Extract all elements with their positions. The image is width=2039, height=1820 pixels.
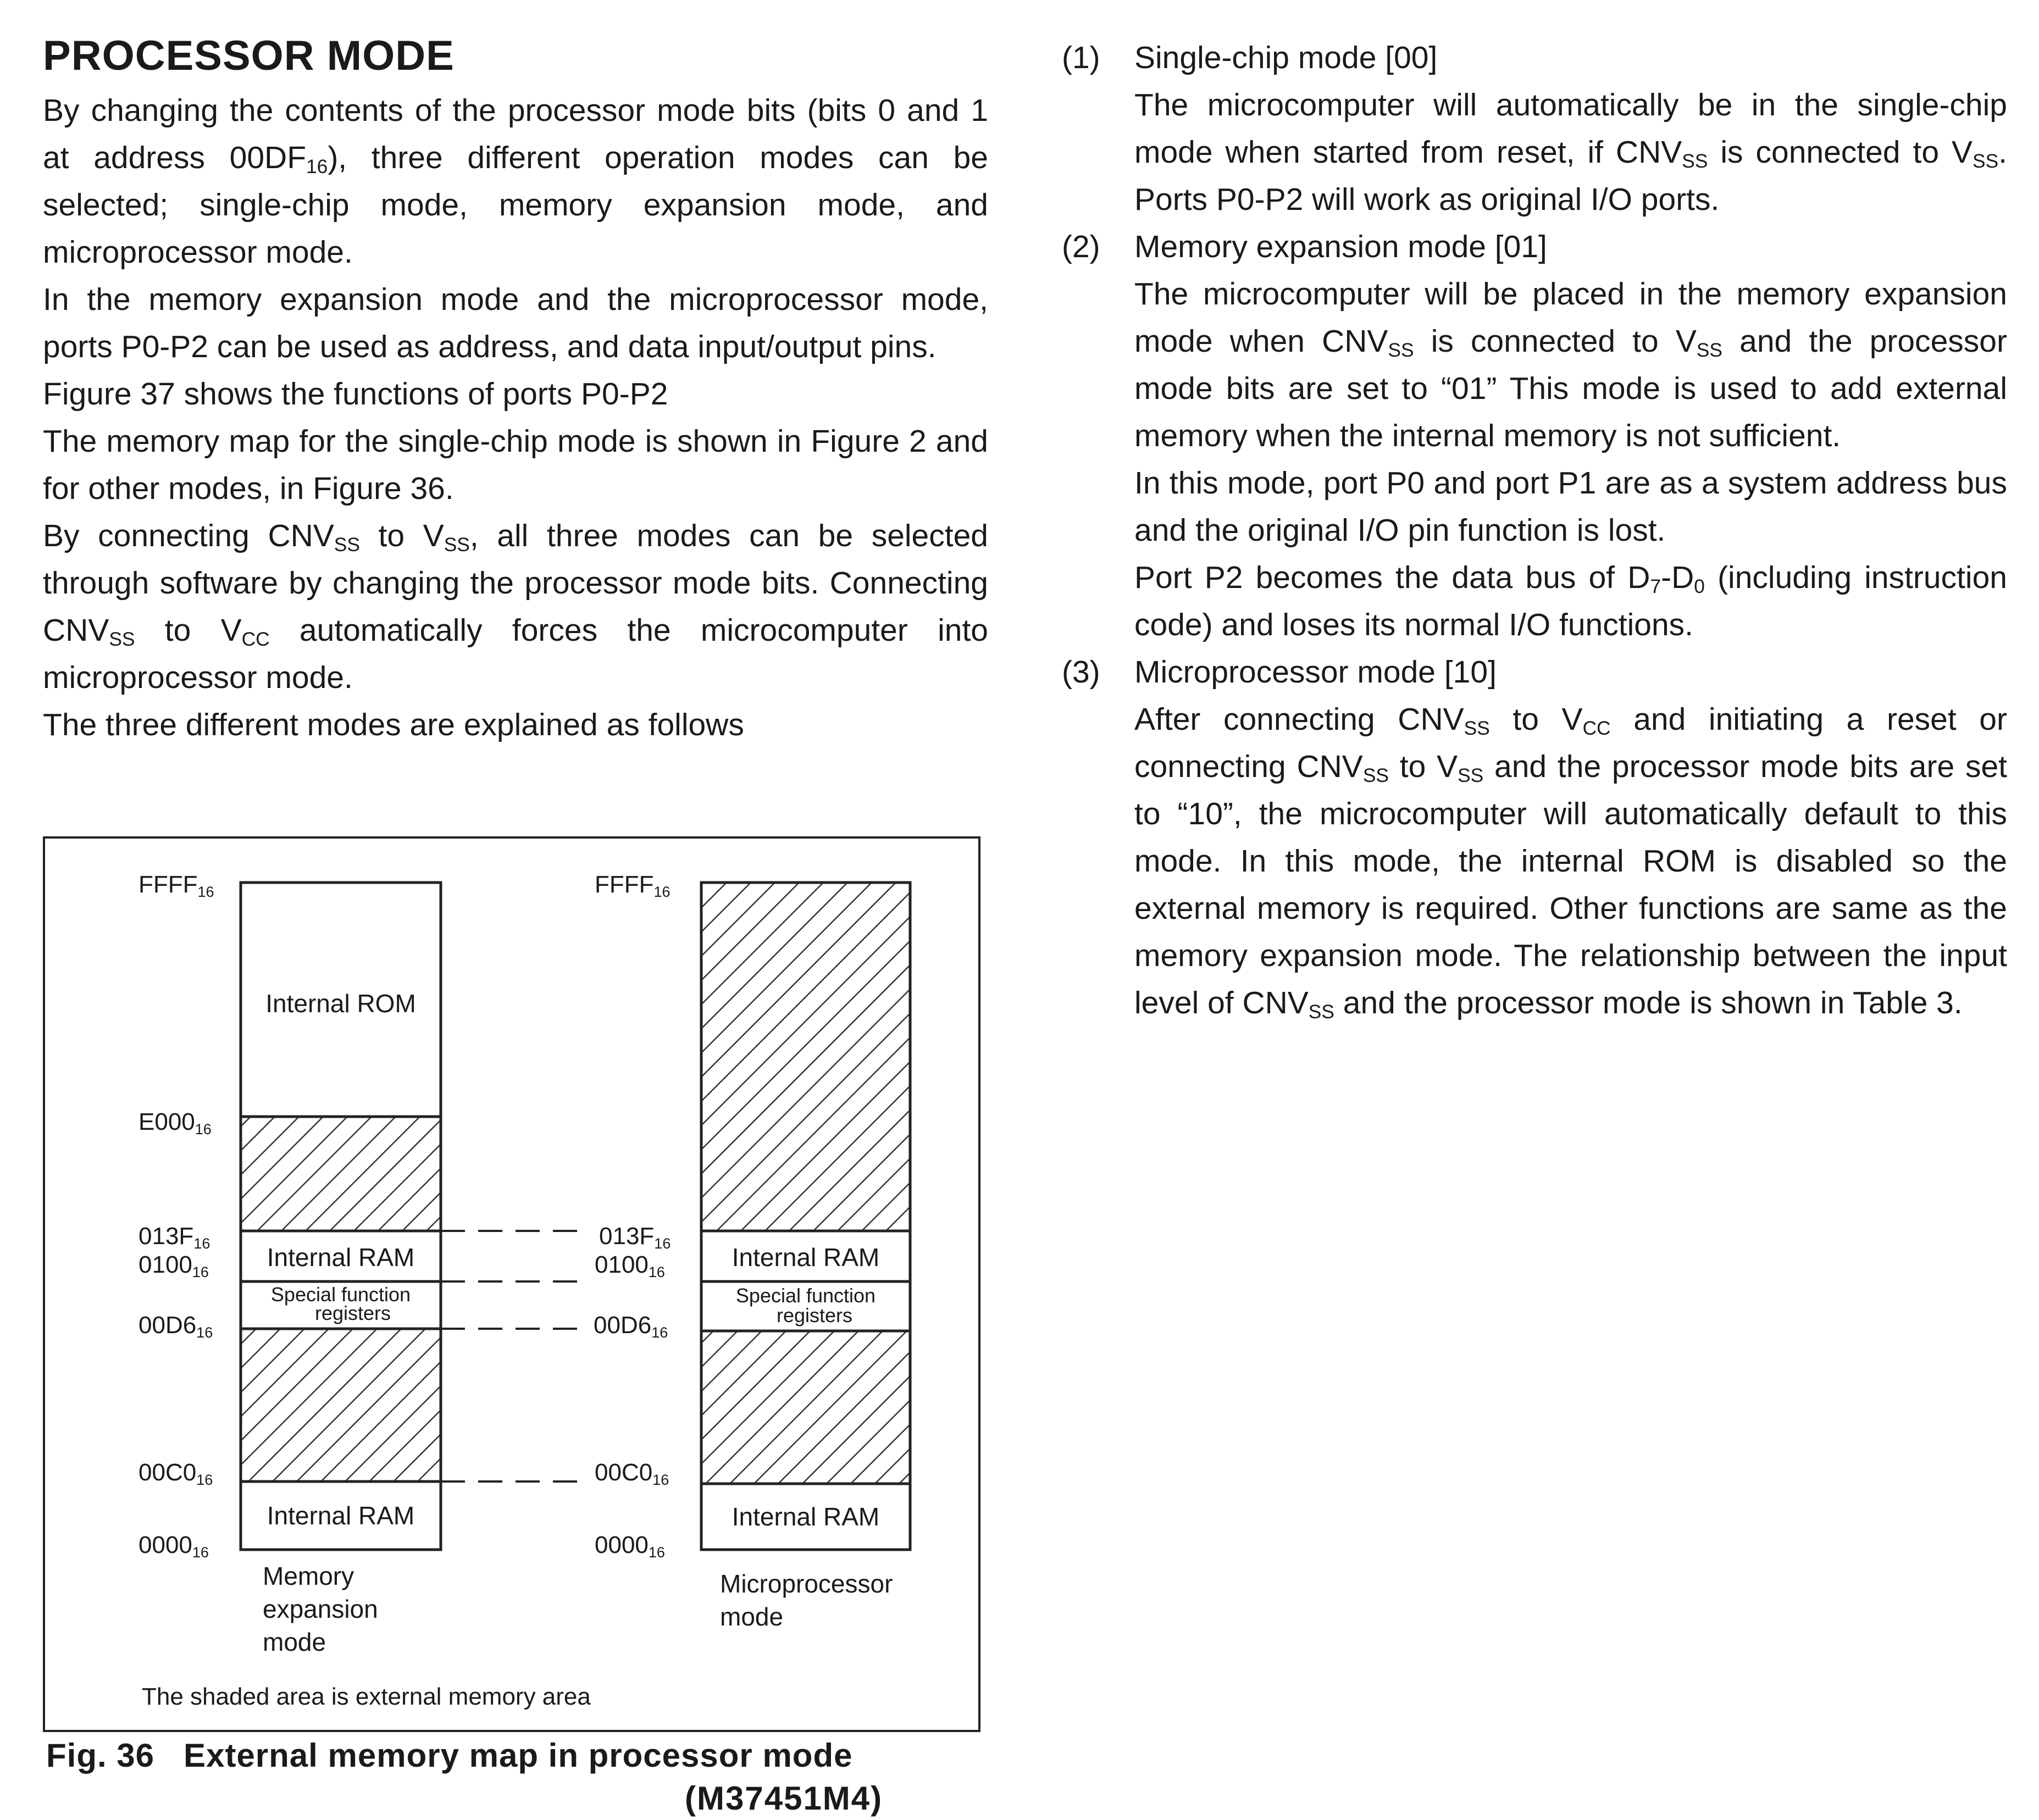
block-label: Special function [270, 1283, 411, 1306]
external-block-lower [701, 1331, 910, 1484]
block-label: Internal RAM [732, 1502, 880, 1531]
figure-note: The shaded area is external memory area [142, 1683, 591, 1710]
right-address-labels [594, 871, 671, 1561]
left-mode-label: Memory [263, 1562, 354, 1590]
figure-caption: Fig. 36 External memory map in processor mode [46, 1737, 853, 1774]
addr-label: 013F16 [599, 1223, 671, 1252]
addr-label: 010016 [595, 1251, 665, 1280]
paragraph-cnvss: By connecting $CNV_{SS}$ to $V_{SS}$, all three modes can be selected through software by changing the processor mode bits. Connecting $CNV_{SS}$ to $V_{CC}$ automatically forces the microcomputer into microprocessor mode. [43, 518, 988, 695]
left-column [43, 34, 988, 748]
mode-description: After connecting $CNV_{SS}$ to $V_{CC}$ and initiating a reset or connecting $CNV_{SS}$ to $V_{SS}$ and the processor mode bits are set to “10”, the microcomputer will automatically default to this mode. In this mode, the internal ROM is disabled so the external memory is required. Other functions are same as the memory expansion mode. The relationship between the input level of $CNV_{SS}$ and the processor mode is shown in Table 3. [1134, 702, 2008, 1023]
mode-memory-expansion [1062, 223, 2007, 648]
addr-label: 000016 [138, 1532, 209, 1561]
dashed-connectors [441, 1231, 584, 1481]
mode-microprocessor [1062, 648, 2007, 1026]
left-address-labels [138, 871, 214, 1561]
memory-map-diagram [45, 839, 983, 1734]
paragraph-memory-map: The memory map for the single-chip mode is shown in Figure 2 and for other modes, in Figure 36. [43, 423, 988, 506]
addr-label: 00C016 [138, 1459, 213, 1488]
addr-label: 00D616 [138, 1312, 213, 1341]
block-label: Internal RAM [732, 1243, 880, 1272]
paragraph-figure37: Figure 37 shows the functions of ports P0-P2 [43, 376, 668, 412]
block-label: registers [314, 1302, 391, 1324]
block-label: registers [776, 1304, 853, 1327]
mode-description: The microcomputer will be placed in the memory expansion mode when $CNV_{SS}$ is connected to $V_{SS}$ and the processor mode bits are set to “01” This mode is used to add external memory when the internal memory is not sufficient. [1134, 276, 2007, 453]
left-mode-label: expansion [263, 1595, 378, 1623]
addr-label: 00D616 [594, 1312, 668, 1341]
mode-heading: Single-chip mode [00] [1134, 40, 1438, 75]
block-label: Internal RAM [267, 1243, 415, 1272]
figure-caption-part: (M37451M4) [685, 1780, 883, 1817]
left-memory-column [241, 883, 441, 1550]
addr-label: FFFF16 [595, 871, 671, 900]
mode-number: (2) [1062, 229, 1100, 264]
mode-description: The microcomputer will automatically be in the single-chip mode when started from reset, if $CNV_{SS}$ is connected to $V_{SS}$. Ports P0-P2 will work as original I/O ports. [1134, 87, 2008, 217]
mode-number: (1) [1062, 40, 1100, 75]
mode-number: (3) [1062, 654, 1100, 690]
left-mode-label: mode [263, 1628, 326, 1656]
block-label: Internal ROM [265, 989, 416, 1018]
external-block-upper [241, 1117, 441, 1231]
mode-heading: Microprocessor mode [10] [1134, 654, 1497, 690]
mode-description-ports: In this mode, port P0 and port P1 are as a system address bus and the original I/O pin function is lost. [1134, 465, 2007, 548]
addr-label: 000016 [595, 1532, 665, 1561]
addr-label: FFFF16 [138, 871, 214, 900]
paragraph-modes-intro: The three different modes are explained as follows [43, 707, 744, 742]
addr-label: 013F16 [138, 1223, 210, 1252]
external-block-lower [241, 1329, 441, 1481]
memory-map-figure [43, 836, 980, 1732]
paragraph-ports: In the memory expansion mode and the microprocessor mode, ports P0-P2 can be used as address, and data input/output pins. [43, 281, 988, 364]
right-mode-label: mode [720, 1602, 784, 1631]
right-column [1062, 34, 2007, 1026]
right-mode-label: Microprocessor [720, 1569, 893, 1598]
external-block-top [701, 883, 910, 1231]
addr-label: E00016 [138, 1108, 212, 1138]
mode-labels [263, 1562, 893, 1656]
paragraph-mode-bits: By changing the contents of the processor mode bits (bits 0 and 1 at address $00DF_{16}$), three different operation modes can be selected; single-chip mode, memory expansion mode, and microprocessor mode. [43, 92, 988, 270]
page-title: PROCESSOR MODE [43, 32, 455, 79]
mode-single-chip [1062, 34, 2007, 223]
right-memory-column [701, 883, 910, 1550]
addr-label: 00C016 [595, 1459, 669, 1488]
block-label: Internal RAM [267, 1501, 415, 1530]
addr-label: 010016 [138, 1251, 209, 1280]
mode-description-databus: Port P2 becomes the data bus of $D_7-D_0$ (including instruction code) and loses its normal I/O functions. [1134, 560, 2007, 642]
block-label: Special function [735, 1284, 876, 1307]
mode-heading: Memory expansion mode [01] [1134, 229, 1547, 264]
